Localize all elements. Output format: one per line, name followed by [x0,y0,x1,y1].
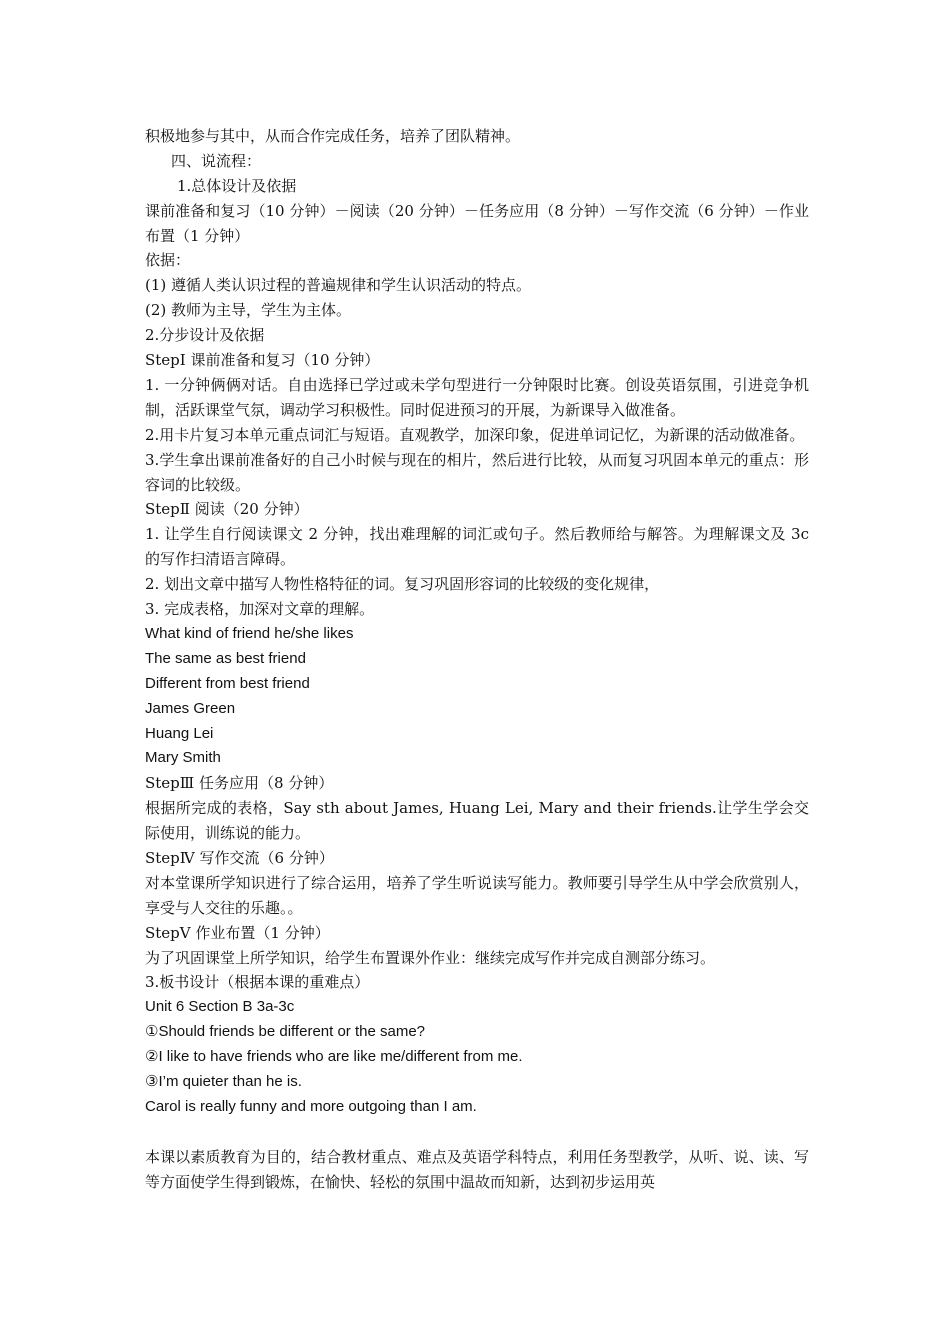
board-text: Unit 6 Section B 3a-3c [145,998,295,1016]
list-item: (2) 教师为主导，学生为主体。 [145,301,352,320]
table-text: Different from best friend [145,674,310,692]
section-heading: 四、说流程： [171,151,262,170]
step-heading: StepⅡ 阅读（20 分钟） [145,500,309,519]
subsection-heading: 3.板书设计（根据本课的重难点） [145,973,370,992]
step-heading: StepⅠ 课前准备和复习（10 分钟） [145,351,380,370]
list-item: 3. 完成表格，加深对文章的理解。 [145,600,375,619]
step-heading: StepⅤ 作业布置（1 分钟） [145,923,330,942]
table-text: James Green [145,699,236,717]
table-text: Huang Lei [145,724,214,742]
paragraph: 课前准备和复习（10 分钟）－阅读（20 分钟）－任务应用（8 分钟）－写作交流（6 分钟）－作业布置（1 分钟） [145,201,809,245]
blank-line [145,1120,809,1145]
subsection-heading: 1.总体设计及依据 [177,176,297,195]
step-heading: StepⅣ 写作交流（6 分钟） [145,849,334,867]
paragraph: 为了巩固课堂上所学知识，给学生布置课外作业：继续完成写作并完成自测部分练习。 [145,948,716,967]
list-item: 2. 划出文章中描写人物性格特征的词。复习巩固形容词的比较级的变化规律， [145,575,660,594]
paragraph: 依据： [145,251,191,270]
table-text: The same as best friend [145,649,306,667]
table-text: What kind of friend he/she likes [145,624,354,642]
list-item: 1. 一分钟俩俩对话。自由选择已学过或未学句型进行一分钟限时比赛。创设英语氛围，引进竞争机制，活跃课堂气氛，调动学习积极性。同时促进预习的开展，为新课导入做准备。 [145,375,809,419]
table-text: Mary Smith [145,749,221,767]
board-text: Carol is really funny and more outgoing than I am. [145,1097,477,1115]
board-text: ③I’m quieter than he is. [145,1073,302,1091]
document-body [145,124,809,1195]
paragraph: 对本堂课所学知识进行了综合运用，培养了学生听说读写能力。教师要引导学生从中学会欣赏别人，享受与人交往的乐趣。。 [145,873,809,917]
paragraph: 积极地参与其中，从而合作完成任务，培养了团队精神。 [145,127,521,145]
subsection-heading: 2.分步设计及依据 [145,326,265,345]
paragraph: 根据所完成的表格，Say sth about James, Huang Lei, Mary and their friends.让学生学会交际使用，训练说的能力。 [145,799,809,843]
list-item: (1) 遵循人类认识过程的普遍规律和学生认识活动的特点。 [145,276,532,295]
board-text: ②I like to have friends who are like me/different from me. [145,1048,523,1066]
list-item: 1. 让学生自行阅读课文 2 分钟，找出难理解的词汇或句子。然后教师给与解答。为理解课文及 3c 的写作扫清语言障碍。 [145,525,809,569]
list-item: 3.学生拿出课前准备好的自己小时候与现在的相片，然后进行比较，从而复习巩固本单元的重点：形容词的比较级。 [145,450,809,494]
step-heading: StepⅢ 任务应用（8 分钟） [145,774,334,793]
list-item: 2.用卡片复习本单元重点词汇与短语。直观教学，加深印象，促进单词记忆，为新课的活动做准备。 [145,425,805,444]
board-text: ①Should friends be different or the same? [145,1023,426,1041]
paragraph: 本课以素质教育为目的，结合教材重点、难点及英语学科特点，利用任务型教学，从听、说、读、写等方面使学生得到锻炼，在愉快、轻松的氛围中温故而知新，达到初步运用英 [145,1147,809,1191]
